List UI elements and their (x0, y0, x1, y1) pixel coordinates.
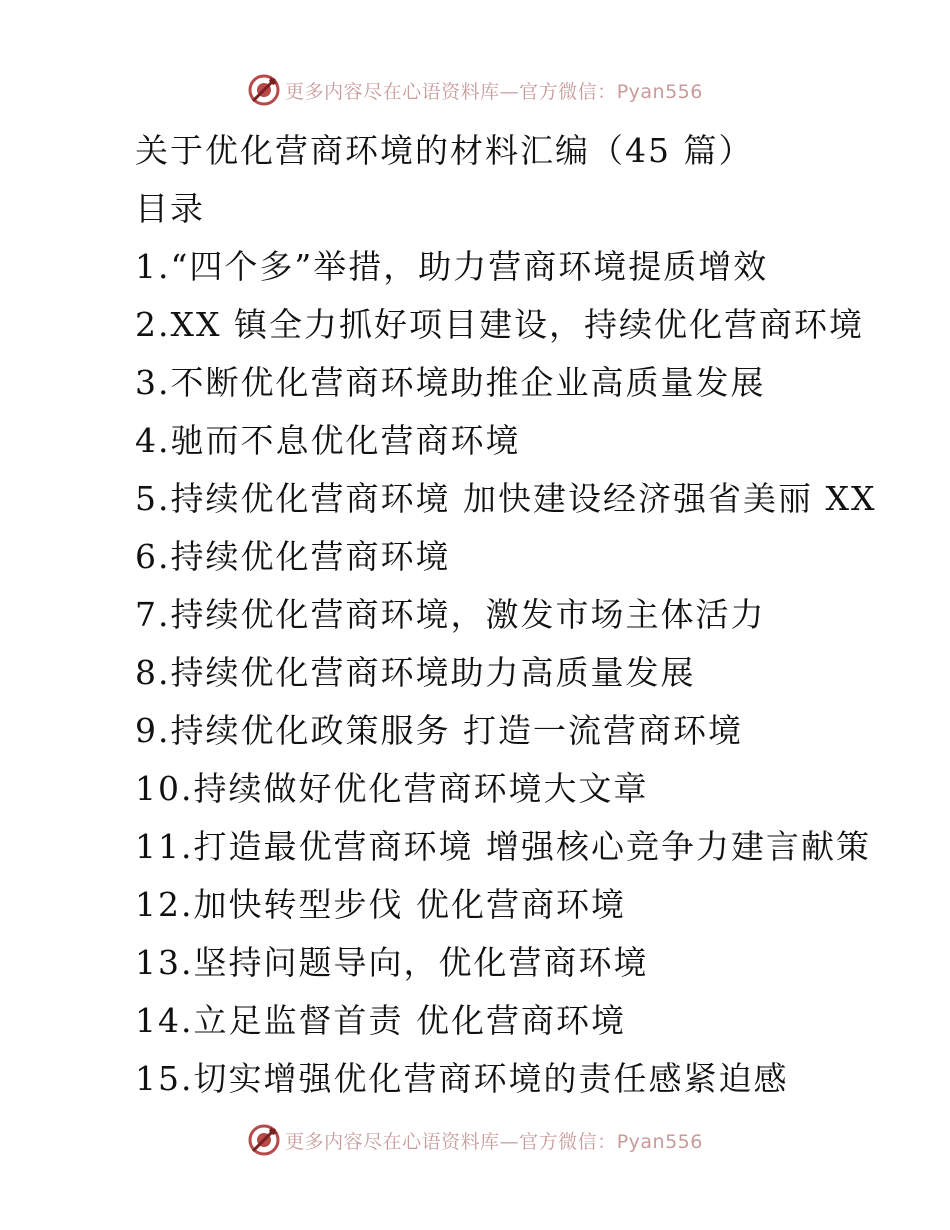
toc-list (135, 238, 925, 1108)
toc-item: 14.立足监督首责 优化营商环境 (135, 1001, 626, 1040)
toc-item: 8.持续优化营商环境助力高质量发展 (135, 653, 696, 692)
toc-item: 10.持续做好优化营商环境大文章 (135, 769, 649, 808)
toc-item: 1.“四个多”举措，助力营商环境提质增效 (135, 247, 769, 286)
watermark-separator: — (499, 80, 520, 103)
document-title: 关于优化营商环境的材料汇编（45 篇） (135, 131, 754, 170)
document-body (135, 122, 925, 1108)
toc-item: 13.坚持问题导向，优化营商环境 (135, 943, 649, 982)
seal-logo-icon (247, 1123, 281, 1157)
toc-item: 2.XX 镇全力抓好项目建设，持续优化营商环境 (135, 305, 864, 344)
toc-item: 7.持续优化营商环境，激发市场主体活力 (135, 595, 766, 634)
seal-logo-icon (247, 73, 281, 107)
toc-item: 3.不断优化营商环境助推企业高质量发展 (135, 363, 766, 402)
watermark-text (285, 77, 703, 104)
watermark-separator: — (499, 1130, 520, 1153)
toc-item: 11.打造最优营商环境 增强核心竞争力建言献策 (135, 827, 871, 866)
watermark-account: Pyan556 (616, 1130, 703, 1153)
toc-item: 9.持续优化政策服务 打造一流营商环境 (135, 711, 743, 750)
toc-item: 15.切实增强优化营商环境的责任感紧迫感 (135, 1059, 789, 1098)
toc-item: 5.持续优化营商环境 加快建设经济强省美丽 XX (135, 479, 877, 518)
watermark-text (285, 1127, 703, 1154)
toc-item: 4.驰而不息优化营商环境 (135, 421, 521, 460)
watermark-brand: 更多内容尽在心语资料库 (285, 1130, 500, 1153)
toc-item: 6.持续优化营商环境 (135, 537, 451, 576)
header-watermark (0, 70, 950, 110)
toc-item: 12.加快转型步伐 优化营商环境 (135, 885, 626, 924)
toc-heading: 目录 (135, 189, 205, 228)
footer-watermark (0, 1120, 950, 1160)
watermark-suffix: 官方微信： (519, 1130, 617, 1153)
watermark-account: Pyan556 (616, 80, 703, 103)
watermark-suffix: 官方微信： (519, 80, 617, 103)
watermark-brand: 更多内容尽在心语资料库 (285, 80, 500, 103)
